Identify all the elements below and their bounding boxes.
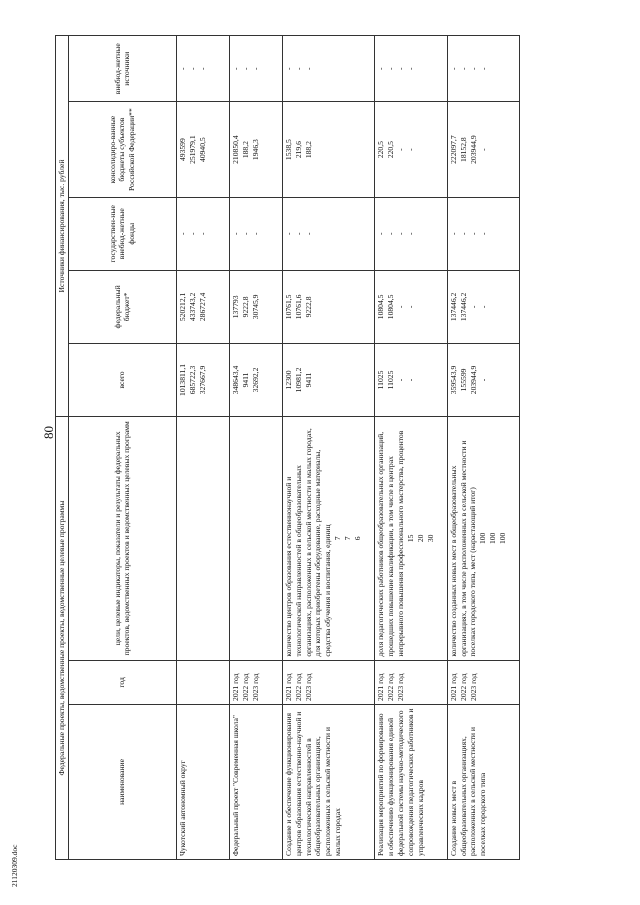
- row-years: [447, 660, 520, 704]
- row-federal: [447, 270, 520, 343]
- row-target-value: 30: [425, 534, 435, 543]
- row-regional-value: [261, 106, 271, 194]
- funding-table-sheet: [55, 35, 600, 860]
- row-years-value: 2022 год: [458, 673, 468, 701]
- row-federal-value: 137446,2: [448, 292, 458, 322]
- row-name: Создание и обеспечение функционирования центров образования естественно-научной и технологической направленностей в общеобразовательных организациях, расположенных в сельской местности и малых городах: [282, 704, 374, 859]
- row-target-value: [241, 420, 251, 657]
- row-total: [375, 343, 448, 416]
- row-regional-value: 220,5: [376, 141, 386, 159]
- row-target-value: [271, 420, 281, 657]
- row-state-funds-value: -: [283, 232, 293, 236]
- row-offbudget-value: -: [283, 67, 293, 71]
- row-federal-value: [208, 274, 218, 340]
- table-row: [176, 36, 229, 860]
- row-regional-value: 1538,5: [283, 139, 293, 161]
- row-goal-text: количество центров образования естественнонаучной и технологической направленностей в общеобразовательных организациях, расположенных в сельской местности и малых городах, для которых приобретены оборудование, расходные материалы, средства обучения и воспитания, единиц: [283, 428, 333, 657]
- row-offbudget-value: -: [187, 67, 197, 71]
- row-target-value: [188, 420, 198, 657]
- row-state-funds: [375, 197, 448, 270]
- row-state-funds-value: -: [478, 232, 488, 236]
- row-years-value: [261, 664, 271, 701]
- page-number: 80: [41, 426, 56, 439]
- row-target-value: [218, 420, 228, 657]
- row-goal-text: количество созданных новых мест в общеобразовательных организациях, в том числе расположенных в сельской местности и поселках городского типа, мест (нарастающий итог): [448, 440, 478, 657]
- row-federal: [375, 270, 448, 343]
- row-total-value: 359543,9: [448, 365, 458, 395]
- row-target-value: [508, 420, 518, 657]
- row-target-value: 20: [415, 534, 425, 543]
- row-total-value: 155599: [458, 368, 468, 392]
- row-offbudget-value: -: [448, 67, 458, 71]
- row-total-value: 685722,3: [187, 365, 197, 395]
- row-target-value: 7: [333, 536, 343, 541]
- row-years-value: [178, 664, 188, 701]
- row-federal-value: 433743,2: [187, 292, 197, 322]
- row-offbudget: [375, 36, 448, 103]
- row-state-funds-value: -: [177, 232, 187, 236]
- row-federal-value: 286727,4: [197, 292, 207, 322]
- row-goal: [375, 417, 448, 661]
- col-goals-header: цели, целевые индикаторы, показатели и результаты федеральных проектов, ведомственных проектов и ведомственных целевых программ: [68, 417, 176, 661]
- row-target-value: 15: [405, 534, 415, 543]
- row-regional: [375, 102, 448, 197]
- row-target-value: [436, 420, 446, 657]
- row-federal-value: [314, 274, 324, 340]
- row-offbudget: [229, 36, 282, 103]
- funding-header: Источники финансирования, тыс. рублей: [56, 36, 69, 417]
- row-regional-value: 18152,8: [458, 137, 468, 162]
- row-state-funds: [447, 197, 520, 270]
- row-name: Чукотский автономный округ: [176, 704, 229, 859]
- row-state-funds-value: -: [396, 232, 406, 236]
- row-years-value: 2023 год: [396, 673, 406, 701]
- row-state-funds-value: -: [386, 232, 396, 236]
- row-total-value: [261, 347, 271, 413]
- row-name: Федеральный проект "Современная школа": [229, 704, 282, 859]
- row-offbudget-value: [261, 39, 271, 99]
- row-years-value: [406, 664, 416, 701]
- row-target-value: [363, 420, 373, 657]
- row-offbudget-value: [208, 39, 218, 99]
- row-federal-value: 137793: [230, 295, 240, 319]
- row-state-funds-value: -: [376, 232, 386, 236]
- row-federal-value: -: [406, 305, 416, 309]
- row-total-value: -: [406, 378, 416, 382]
- row-offbudget-value: -: [250, 67, 260, 71]
- row-offbudget: [447, 36, 520, 103]
- row-state-funds-value: -: [197, 232, 207, 236]
- row-offbudget: [282, 36, 374, 103]
- row-federal-value: -: [396, 305, 406, 309]
- row-years: [229, 660, 282, 704]
- row-offbudget-value: -: [376, 67, 386, 71]
- row-state-funds-value: -: [406, 232, 416, 236]
- row-state-funds-value: [261, 201, 271, 267]
- row-total-value: 9411: [303, 372, 313, 388]
- row-target-value: [208, 420, 218, 657]
- row-state-funds-value: -: [240, 232, 250, 236]
- row-name: Создание новых мест в общеобразовательных организациях, расположенных в сельской местности и поселках городского типа: [447, 704, 520, 859]
- row-regional: [176, 102, 229, 197]
- row-years-value: [314, 664, 324, 701]
- col-offbudget-header: внебюд-жетные источники: [68, 36, 176, 103]
- row-offbudget-value: -: [293, 67, 303, 71]
- row-target-value: [198, 420, 208, 657]
- row-total-value: 11025: [386, 370, 396, 390]
- row-goal: [229, 417, 282, 661]
- row-regional-value: 219,6: [293, 141, 303, 159]
- row-regional-value: 203944,9: [468, 135, 478, 164]
- row-federal: [282, 270, 374, 343]
- row-years: [176, 660, 229, 704]
- row-offbudget-value: -: [406, 67, 416, 71]
- document-code: 21120309.doc: [10, 844, 19, 887]
- row-state-funds-value: -: [187, 232, 197, 236]
- row-target-value: [251, 420, 261, 657]
- row-state-funds-value: -: [293, 232, 303, 236]
- row-state-funds-value: -: [303, 232, 313, 236]
- row-years-value: 2023 год: [468, 673, 478, 701]
- row-years-value: 2022 год: [293, 673, 303, 701]
- row-state-funds-value: -: [448, 232, 458, 236]
- row-regional: [447, 102, 520, 197]
- row-total-value: -: [396, 378, 406, 382]
- row-total-value: [314, 347, 324, 413]
- row-offbudget-value: [314, 39, 324, 99]
- row-years-value: 2021 год: [448, 673, 458, 701]
- row-goal-text: [178, 420, 188, 657]
- row-total-value: [208, 347, 218, 413]
- table-row: [229, 36, 282, 860]
- row-total: [229, 343, 282, 416]
- row-federal-value: [261, 274, 271, 340]
- row-regional-value: -: [396, 148, 406, 151]
- row-target-value: 6: [353, 536, 363, 541]
- row-offbudget-value: -: [303, 67, 313, 71]
- row-regional-value: 220,5: [386, 141, 396, 159]
- row-federal-value: 10761,5: [283, 294, 293, 320]
- funding-table: [55, 35, 520, 860]
- row-name: Реализация мероприятий по формированию и обеспечению функционирования единой федеральной системы научно-методического сопровождения педагогических работников и управленческих кадров: [375, 704, 448, 859]
- row-years-value: 2022 год: [240, 673, 250, 701]
- row-federal-value: -: [478, 305, 488, 309]
- table-body: [176, 36, 519, 860]
- row-regional-value: 493599: [177, 138, 187, 162]
- row-offbudget-value: -: [478, 67, 488, 71]
- row-target-value: [261, 420, 271, 657]
- row-regional-value: 1946,3: [250, 139, 260, 161]
- row-years-value: 2022 год: [386, 673, 396, 701]
- row-state-funds: [229, 197, 282, 270]
- row-years-value: [208, 664, 218, 701]
- row-regional-value: 40940,5: [197, 137, 207, 162]
- row-total-value: 9411: [240, 372, 250, 388]
- row-federal-value: 520212,1: [177, 292, 187, 322]
- row-years-value: 2021 год: [283, 673, 293, 701]
- row-total: [447, 343, 520, 416]
- col-federal-header: федеральный бюджет*: [68, 270, 176, 343]
- row-federal-value: 30745,9: [250, 294, 260, 320]
- row-years-value: [479, 664, 489, 701]
- row-total-value: -: [478, 378, 488, 382]
- row-offbudget-value: -: [177, 67, 187, 71]
- row-regional: [282, 102, 374, 197]
- row-years-value: 2023 год: [303, 673, 313, 701]
- row-target-value: 100: [488, 532, 498, 545]
- row-goal: [176, 417, 229, 661]
- row-total: [282, 343, 374, 416]
- row-offbudget-value: -: [230, 67, 240, 71]
- row-state-funds-value: [208, 201, 218, 267]
- row-federal: [229, 270, 282, 343]
- row-goal-text: [231, 420, 241, 657]
- row-goal: [282, 417, 374, 661]
- row-state-funds-value: -: [468, 232, 478, 236]
- row-federal-value: 137446,2: [458, 292, 468, 322]
- row-federal-value: 10761,6: [293, 294, 303, 320]
- col-state-funds-header: государствен-ные внебюд-жетные фонды: [68, 197, 176, 270]
- row-offbudget-value: -: [458, 67, 468, 71]
- row-offbudget-value: -: [396, 67, 406, 71]
- row-offbudget-value: -: [386, 67, 396, 71]
- col-name-header: наименование: [68, 704, 176, 859]
- row-total-value: 348643,4: [230, 365, 240, 395]
- row-total: [176, 343, 229, 416]
- row-total-value: 10981,2: [293, 367, 303, 393]
- table-row: [375, 36, 448, 860]
- row-regional-value: -: [478, 148, 488, 151]
- row-years: [282, 660, 374, 704]
- row-total-value: 12300: [283, 370, 293, 390]
- row-regional-value: [208, 106, 218, 194]
- row-total-value: 203944,9: [468, 365, 478, 395]
- row-years: [375, 660, 448, 704]
- row-goal: [447, 417, 520, 661]
- row-goal-text: доля педагогических работников общеобразовательных организаций, прошедших повышение квалификации, в том числе в центрах непрерывного повышения профессионального мастерства, процентов: [376, 430, 405, 657]
- row-federal-value: 10804,5: [386, 294, 396, 320]
- row-regional-value: 210850,4: [230, 135, 240, 164]
- row-regional-value: 222097,7: [448, 135, 458, 164]
- row-offbudget-value: -: [197, 67, 207, 71]
- row-total-value: 32692,2: [250, 367, 260, 393]
- row-state-funds-value: -: [458, 232, 468, 236]
- row-total-value: 11025: [376, 370, 386, 390]
- row-target-value: 100: [498, 532, 508, 545]
- row-state-funds: [176, 197, 229, 270]
- row-total-value: 327667,9: [197, 365, 207, 395]
- row-regional: [229, 102, 282, 197]
- row-regional-value: 188,2: [240, 141, 250, 159]
- row-years-value: [188, 664, 198, 701]
- row-state-funds-value: -: [250, 232, 260, 236]
- row-offbudget-value: -: [240, 67, 250, 71]
- row-federal-value: 9222,8: [240, 296, 250, 318]
- table-row: [447, 36, 520, 860]
- row-years-value: 2023 год: [250, 673, 260, 701]
- row-federal-value: 10804,5: [376, 294, 386, 320]
- row-regional-value: 188,2: [303, 141, 313, 159]
- row-years-value: [198, 664, 208, 701]
- table-row: [282, 36, 374, 860]
- row-years-value: 2021 год: [230, 673, 240, 701]
- col-total-header: всего: [68, 343, 176, 416]
- col-regional-header: консолидиро-ванные бюджеты субъектов Российской Федерации**: [68, 102, 176, 197]
- row-regional-value: -: [406, 148, 416, 151]
- row-federal-value: -: [468, 305, 478, 309]
- row-years-value: 2021 год: [376, 673, 386, 701]
- group-header: Федеральные проекты, ведомственные проекты, ведомственные целевые программы: [56, 417, 69, 860]
- col-year-header: год: [68, 660, 176, 704]
- row-regional-value: [314, 106, 324, 194]
- row-offbudget: [176, 36, 229, 103]
- row-offbudget-value: -: [468, 67, 478, 71]
- row-target-value: 7: [343, 536, 353, 541]
- row-regional-value: 251979,1: [187, 135, 197, 164]
- row-target-value: 100: [478, 532, 488, 545]
- row-state-funds-value: -: [230, 232, 240, 236]
- row-federal: [176, 270, 229, 343]
- row-total-value: 1013811,1: [177, 363, 187, 396]
- row-federal-value: 9222,8: [303, 296, 313, 318]
- row-state-funds: [282, 197, 374, 270]
- row-state-funds-value: [314, 201, 324, 267]
